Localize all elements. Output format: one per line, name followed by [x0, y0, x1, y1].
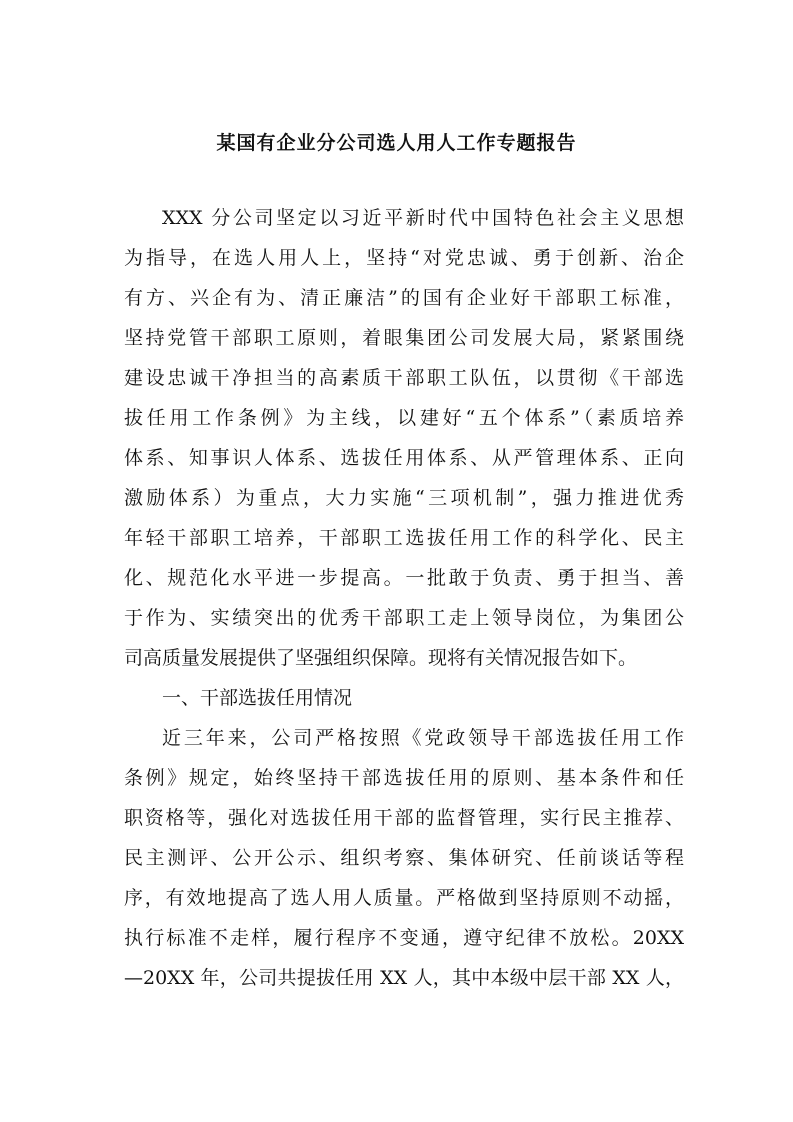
paragraph-line: 化、规范化水平进一步提高。一批敢于负责、勇于担当、善	[124, 567, 684, 589]
paragraph-line: 于作为、实绩突出的优秀干部职工走上领导岗位，为集团公	[124, 607, 684, 629]
paragraph-line: 有方、兴企有为、清正廉洁”的国有企业好干部职工标准，	[124, 287, 684, 309]
paragraph-line: 拔任用工作条例》为主线，以建好“五个体系”（素质培养	[124, 407, 684, 429]
document-body	[124, 198, 684, 998]
paragraph-line: 体系、知事识人体系、选拔任用体系、从严管理体系、正向	[124, 447, 684, 469]
paragraph-line: 序，有效地提高了选人用人质量。严格做到坚持原则不动摇，	[124, 887, 684, 909]
paragraph-line: 建设忠诚干净担当的高素质干部职工队伍，以贯彻《干部选	[124, 367, 684, 389]
paragraph-line: 年轻干部职工培养，干部职工选拔任用工作的科学化、民主	[124, 527, 684, 549]
paragraph-line: 坚持党管干部职工原则，着眼集团公司发展大局，紧紧围绕	[124, 327, 684, 349]
paragraph-line: 激励体系）为重点，大力实施“三项机制”，强力推进优秀	[124, 487, 684, 509]
paragraph-line: XXX 分公司坚定以习近平新时代中国特色社会主义思想	[162, 207, 684, 229]
paragraph-line: 为指导，在选人用人上，坚持“对党忠诚、勇于创新、治企	[124, 247, 684, 269]
paragraph-line: 民主测评、公开公示、组织考察、集体研究、任前谈话等程	[124, 847, 684, 869]
section-heading: 一、干部选拔任用情况	[162, 687, 353, 709]
document-title: 某国有企业分公司选人用人工作专题报告	[216, 132, 577, 154]
paragraph-line: 职资格等，强化对选拔任用干部的监督管理，实行民主推荐、	[124, 807, 684, 829]
paragraph-line: 条例》规定，始终坚持干部选拔任用的原则、基本条件和任	[124, 767, 684, 789]
paragraph-line: 司高质量发展提供了坚强组织保障。现将有关情况报告如下。	[124, 647, 638, 669]
paragraph-line: 执行标准不走样，履行程序不变通，遵守纪律不放松。20XX	[124, 927, 684, 949]
paragraph-line: 近三年来，公司严格按照《党政领导干部选拔任用工作	[162, 727, 684, 749]
paragraph-line: —20XX 年，公司共提拔任用 XX 人，其中本级中层干部 XX 人，	[124, 967, 684, 989]
